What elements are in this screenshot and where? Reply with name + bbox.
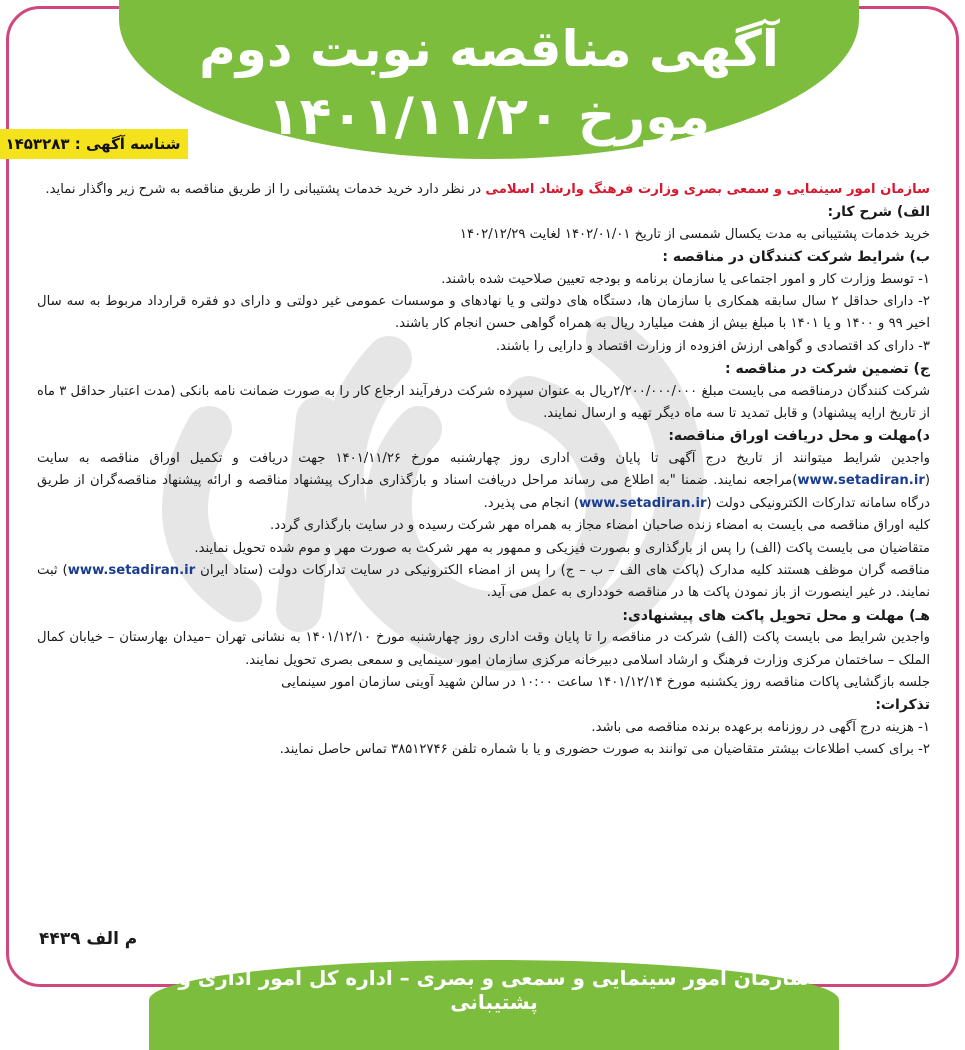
section-c-text: شرکت کنندگان درمناقصه می بایست مبلغ ۲/۲۰۰/۰۰۰/۰۰۰ریال به عنوان سپرده شرکت درفرآیند ارجاع کار را به صورت ضمانت نامه بانکی (مدت اعتبار حداقل ۳ ماه از تاریخ ارایه پیشنهاد) و قابل تمدید تا سه ماه دیگر تهیه و ارسال نمایند. [37,383,930,422]
note-item: ۱- هزینه درج آگهی در روزنامه برعهده برنده مناقصه می باشد. [591,719,930,735]
section-e-title: هـ) مهلت و محل تحویل پاکت های پیشنهادی: [622,607,930,624]
section-d-text: واجدین شرایط میتوانند از تاریخ درج آگهی تا پایان وقت اداری روز چهارشنبه مورخ ۱۴۰۱/۱۱/۲۶ جهت دریافت و تکمیل اوراق مناقصه به سایت ( [37,450,930,489]
section-d-paragraph-1 [37,448,930,515]
footer-text: سازمان امور سینمایی و سمعی و بصری – اداره کل امور اداری و پشتیبانی [178,966,810,1014]
section-d-paragraph-4 [37,560,930,605]
setadiran-link[interactable]: www.setadiran.ir [67,562,196,578]
ad-body [37,179,930,762]
notes-title: تذکرات: [875,697,930,714]
section-b-item: ۲- دارای حداقل ۲ سال سابقه همکاری با سازمان ها، دستگاه های دولتی و یا نهادهای و موسسات عمومی غیر دولتی و دارای دو فقره قرارداد مربوط به سه سال اخیر ۹۹ و ۱۴۰۰ و یا ۱۴۰۱ با مبلغ بیش از هفت میلیارد ریال به همراه گواهی حسن انجام کار باشند. [37,294,930,332]
section-d-paragraph-3: متقاضیان می بایست پاکت (الف) را پس از بارگذاری و بصورت فیزیکی و ممهور به مهر شرکت به صورت مهر و موم شده تحویل نمایند. [194,540,930,556]
section-b-item: ۱- توسط وزارت کار و امور اجتماعی یا سازمان برنامه و بودجه تعیین صلاحیت شده باشند. [441,271,930,287]
section-d-text: ) انجام می پذیرد. [483,495,579,511]
setadiran-link[interactable]: www.setadiran.ir [797,473,925,489]
section-e-paragraph-1: واجدین شرایط می بایست پاکت (الف) شرکت در مناقصه را تا پایان وقت اداری روز چهارشنبه مورخ ۱۴۰۱/۱۲/۱۰ به نشانی تهران –میدان بهارستان – خیابان کمال الملک – ساختمان مرکزی وزارت فرهنگ و ارشاد اسلامی دبیرخانه مرکزی سازمان امور سینمایی و سمعی بصری تحویل نمایند. [37,630,930,668]
section-d-paragraph-2: کلیه اوراق مناقصه می بایست به امضاء زنده صاحبان امضاء مجاز به همراه مهر شرکت رسیده و در سایت بارگذاری گردد. [270,518,930,534]
section-a-line: خرید خدمات پشتیبانی به مدت یکسال شمسی از تاریخ ۱۴۰۲/۰۱/۰۱ لغایت ۱۴۰۲/۱۲/۲۹ [459,226,930,242]
header-banner [119,0,859,159]
section-e-paragraph-2: جلسه بازگشایی پاکات مناقصه روز یکشنبه مورخ ۱۴۰۱/۱۲/۱۴ ساعت ۱۰:۰۰ در سالن شهید آوینی سازمان امور سینمایی [281,674,930,690]
ad-frame [5,6,959,1014]
footer-banner [149,960,839,1050]
setadiran-link[interactable]: www.setadiran.ir [579,495,707,511]
section-b-title: ب) شرایط شرکت کنندگان در مناقصه : [662,249,930,266]
intro-paragraph [37,179,930,201]
note-item: ۲- برای کسب اطلاعات بیشتر متقاضیان می توانند به صورت حضوری و یا با شماره تلفن ۳۸۵۱۲۷۴۶ تماس حاصل نمایند. [279,742,930,758]
ref-code: م الف ۴۴۳۹ [39,929,138,949]
section-c-title: ج) تضمین شرکت در مناقصه : [725,361,930,378]
section-d-text: ) ثبت نمایند. در غیر اینصورت از باز نمودن پاکت ها در مناقصه خودداری به عمل می آید. [37,562,930,601]
section-a-title: الف) شرح کار: [827,204,930,221]
section-b-item: ۳- دارای کد اقتصادی و گواهی ارزش افزوده از وزارت اقتصاد و دارایی را باشند. [495,338,930,354]
org-name: سازمان امور سینمایی و سمعی بصری وزارت فرهنگ وارشاد اسلامی [485,182,930,197]
ad-date: مورخ ۱۴۰۱/۱۱/۲۰ [267,87,711,147]
ad-id-badge: شناسه آگهی : ۱۴۵۳۲۸۳ [0,129,188,159]
section-d-text: )مراجعه نمایند. ضمنا "به اطلاع می رساند مراحل دریافت اسناد و بارگذاری مدارک پیشنهاد مناقصه و ارائه پیشنهاد مناقصه‌گران از طریق درگاه سامانه تدارکات الکترونیکی دولت ( [37,473,930,511]
ad-title: آگهی مناقصه نوبت دوم [199,20,779,78]
section-d-text: مناقصه گران موظف هستند کلیه مدارک (پاکت های الف – ب – ج) را پس از امضاء الکترونیکی در سایت تدارکات دولت (ستاد ایران [195,562,930,578]
section-d-title: د)مهلت و محل دریافت اوراق مناقصه: [668,428,930,445]
intro-text: در نظر دارد خرید خدمات پشتیبانی را از طریق مناقصه به شرح زیر واگذار نماید. [45,182,486,197]
